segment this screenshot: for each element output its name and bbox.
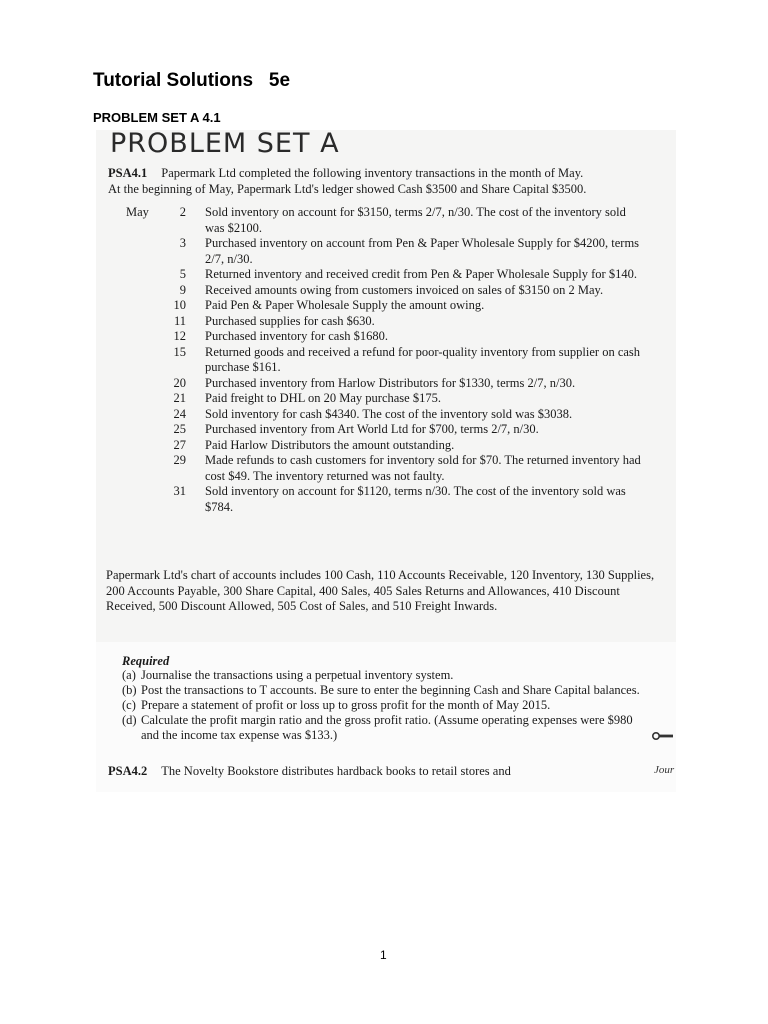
transaction-row [108, 283, 668, 299]
transaction-day: 20 [173, 375, 186, 390]
required-item-label: (a) [122, 668, 136, 682]
required-item [122, 698, 642, 713]
transaction-text: Sold inventory on account for $1120, terms n/30. The cost of the inventory sold was $784. [205, 484, 626, 514]
transaction-day: 31 [173, 484, 186, 498]
transaction-row [108, 267, 668, 283]
next-problem-text: The Novelty Bookstore distributes hardback books to retail stores and [161, 764, 511, 778]
section-heading: PROBLEM SET A 4.1 [93, 110, 221, 125]
transaction-row [108, 391, 668, 407]
transaction-day: 10 [173, 298, 186, 312]
transaction-text: Purchased supplies for cash $630. [205, 313, 375, 328]
margin-note: Jour [654, 764, 675, 776]
transaction-day: 12 [173, 329, 186, 343]
next-problem [108, 764, 511, 779]
transaction-text: Sold inventory on account for $3150, terms 2/7, n/30. The cost of the inventory sold was $2100. [205, 205, 626, 235]
transaction-day: 29 [173, 453, 186, 467]
tool-icon [652, 731, 674, 741]
transaction-row [108, 314, 668, 330]
required-list [122, 668, 642, 743]
transaction-text: Purchased inventory from Harlow Distributors for $1330, terms 2/7, n/30. [205, 375, 576, 390]
transaction-day: 3 [179, 236, 186, 250]
transaction-text: Returned goods and received a refund for poor-quality inventory from supplier on cash purchase $161. [205, 344, 641, 374]
required-item [122, 668, 642, 683]
transaction-text: Purchased inventory from Art World Ltd for $700, terms 2/7, n/30. [205, 422, 539, 436]
transaction-text: Purchased inventory for cash $1680. [205, 329, 388, 343]
transaction-day: 15 [173, 344, 186, 359]
transaction-text: Paid freight to DHL on 20 May purchase $175. [205, 391, 441, 405]
transaction-day: 5 [179, 267, 186, 281]
transaction-row [108, 422, 668, 438]
intro-line-1 [108, 165, 668, 181]
transaction-row [108, 329, 668, 345]
transaction-text: Received amounts owing from customers invoiced on sales of $3150 on 2 May. [205, 282, 604, 297]
required-heading: Required [122, 654, 170, 668]
transaction-day: 9 [179, 282, 186, 297]
transaction-day: 11 [173, 313, 186, 328]
transaction-day: 25 [173, 422, 186, 436]
required-item [122, 713, 642, 743]
transaction-row [108, 484, 668, 515]
transaction-text: Sold inventory for cash $4340. The cost of the inventory sold was $3038. [205, 406, 573, 421]
transaction-text: Returned inventory and received credit from Pen & Paper Wholesale Supply for $140. [205, 267, 637, 281]
required-item-text: Calculate the profit margin ratio and the gross profit ratio. (Assume operating expenses were $980 and the income tax expense was $133.) [141, 713, 633, 742]
transaction-row [108, 376, 668, 392]
next-problem-code: PSA4.2 [108, 764, 148, 778]
month-label: May [126, 205, 149, 219]
transaction-row [108, 236, 668, 267]
transaction-list [108, 205, 668, 515]
required-item-text: Post the transactions to T accounts. Be sure to enter the beginning Cash and Share Capital balances. [141, 683, 640, 697]
transaction-row [108, 407, 668, 423]
chart-of-accounts-text: Papermark Ltd's chart of accounts includes 100 Cash, 110 Accounts Receivable, 120 Inventory, 130 Supplies, 200 Accounts Payable, 300 Share Capital, 400 Sales, 405 Sales Returns and Allowances, 410 Discount Received, 500 Discount Allowed, 505 Cost of Sales, and 510 Freight Inwards. [106, 568, 655, 613]
transaction-row [108, 205, 668, 236]
problem-set-heading: PROBLEM SET A [110, 128, 340, 159]
transaction-text: Paid Pen & Paper Wholesale Supply the amount owing. [205, 298, 485, 312]
required-item-label: (b) [122, 683, 137, 697]
problem-code: PSA4.1 [108, 166, 148, 180]
transaction-day: 24 [173, 406, 186, 421]
intro-line-2: At the beginning of May, Papermark Ltd's ledger showed Cash $3500 and Share Capital $3500. [108, 182, 587, 196]
page-number: 1 [380, 948, 387, 962]
transaction-text: Purchased inventory on account from Pen & Paper Wholesale Supply for $4200, terms 2/7, n/30. [205, 236, 640, 266]
required-item-text: Prepare a statement of profit or loss up to gross profit for the month of May 2015. [141, 698, 551, 712]
transaction-row [108, 298, 668, 314]
transaction-text: Made refunds to cash customers for inventory sold for $70. The returned inventory had cost $49. The inventory returned was not faulty. [205, 453, 641, 483]
transaction-text: Paid Harlow Distributors the amount outstanding. [205, 437, 455, 452]
transaction-day: 27 [173, 437, 186, 452]
transaction-row [108, 453, 668, 484]
required-item-text: Journalise the transactions using a perpetual inventory system. [141, 668, 454, 682]
problem-intro [108, 165, 668, 197]
transaction-day: 21 [173, 391, 186, 405]
document-title: Tutorial Solutions 5e [93, 70, 291, 91]
transaction-row [108, 438, 668, 454]
intro-text-1: Papermark Ltd completed the following inventory transactions in the month of May. [161, 166, 584, 180]
required-item-label: (d) [122, 713, 137, 727]
required-item-label: (c) [122, 698, 136, 712]
transaction-row [108, 345, 668, 376]
transaction-day: 2 [179, 205, 186, 219]
required-item [122, 683, 642, 698]
